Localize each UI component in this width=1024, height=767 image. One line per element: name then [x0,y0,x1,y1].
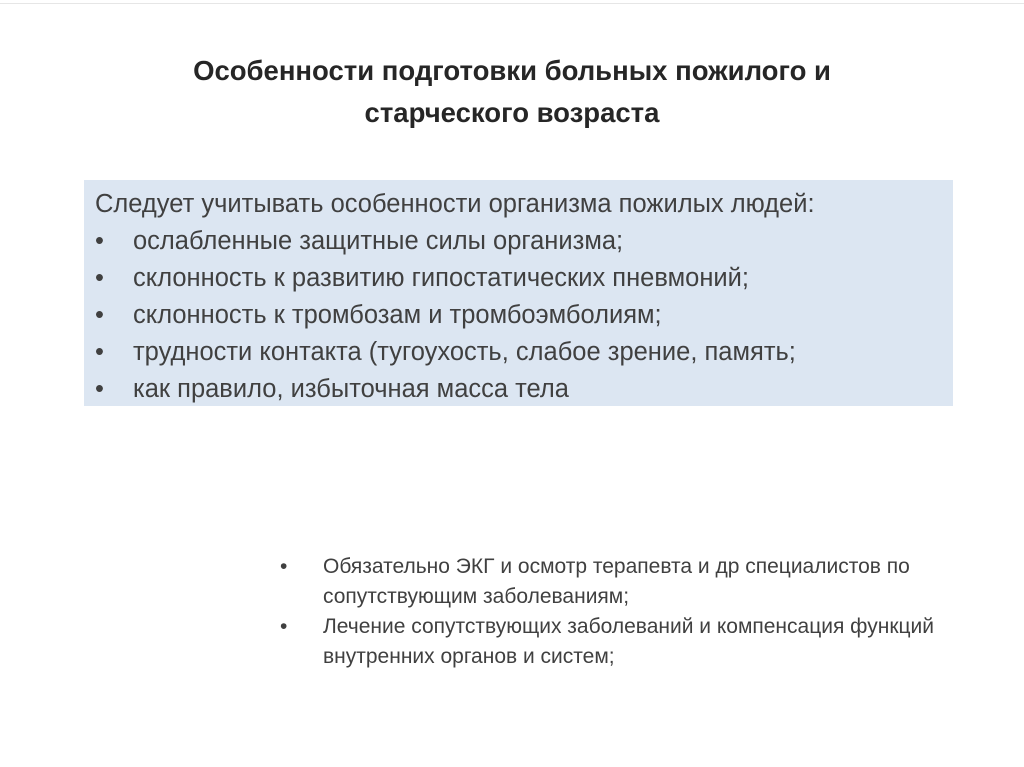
bullet-icon: • [95,264,104,292]
list-item-text: Лечение сопутствующих заболеваний и компенсация функций внутренних органов и систем; [323,615,934,668]
slide-title-line-1: Особенности подготовки больных пожилого и [193,55,831,86]
list-item [95,260,953,297]
list-item-text: склонность к развитию гипостатических пневмоний; [133,264,749,292]
bullet-icon: • [95,375,104,403]
list-item [280,552,980,612]
list-item-text: Обязательно ЭКГ и осмотр терапевта и др специалистов по сопутствующим заболеваниям; [323,555,910,608]
considerations-box [84,180,953,406]
bullet-icon: • [95,301,104,329]
considerations-intro: Следует учитывать особенности организма пожилых людей: [95,190,815,218]
slide-title [100,50,924,134]
list-item [95,334,953,371]
bullet-icon: • [280,555,288,578]
bullet-icon: • [95,227,104,255]
bullet-icon: • [95,338,104,366]
list-item-text: как правило, избыточная масса тела [133,375,569,403]
list-item [95,297,953,334]
preparation-notes [280,552,980,672]
considerations-list [95,223,953,408]
top-divider [0,3,1024,4]
slide-title-line-2: старческого возраста [364,97,660,128]
list-item [95,223,953,260]
list-item-text: трудности контакта (тугоухость, слабое зрение, память; [133,338,796,366]
bullet-icon: • [280,615,288,638]
preparation-notes-list [280,552,980,672]
list-item-text: ослабленные защитные силы организма; [133,227,624,255]
list-item [280,612,980,672]
list-item-text: склонность к тромбозам и тромбоэмболиям; [133,301,662,329]
list-item [95,371,953,408]
